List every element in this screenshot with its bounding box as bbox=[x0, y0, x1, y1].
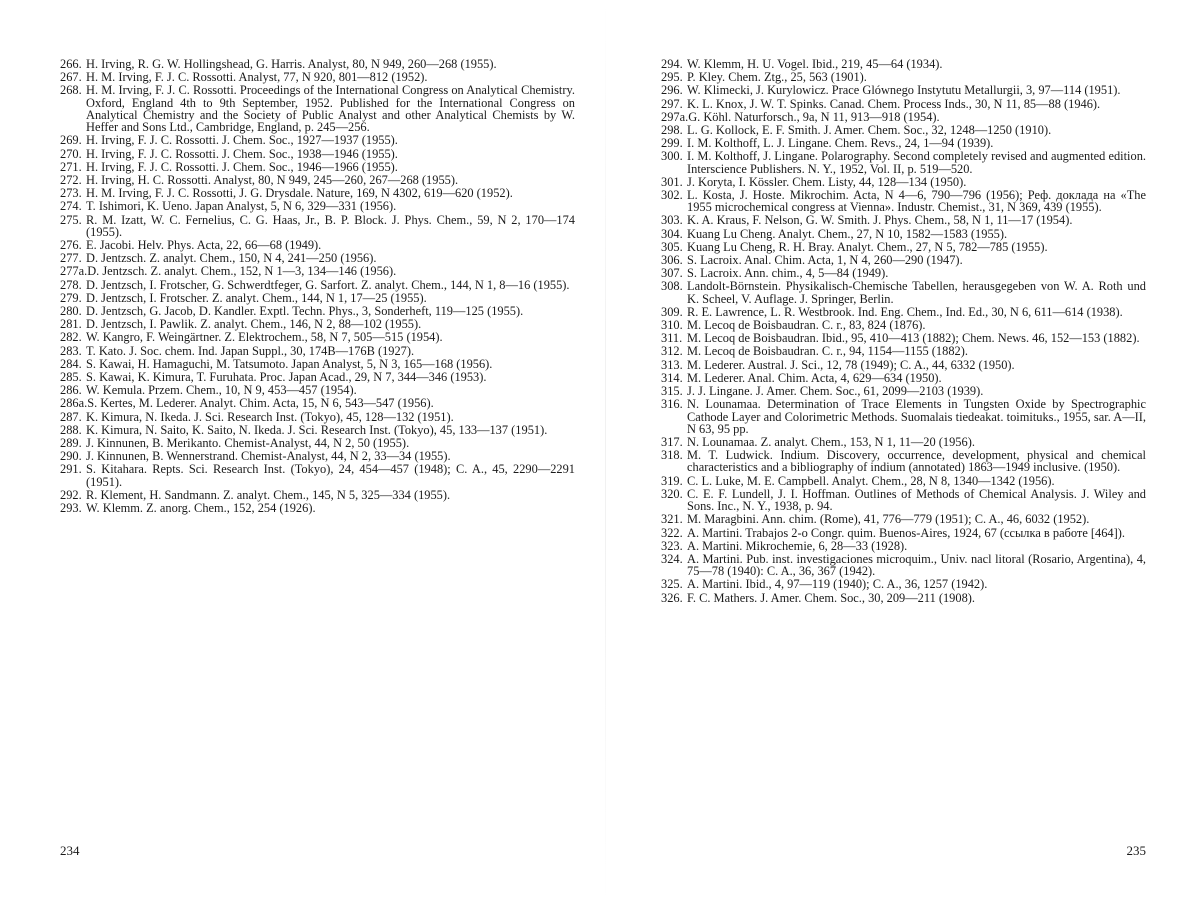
reference-number: 305. bbox=[661, 239, 683, 254]
reference-text: H. Irving, F. J. C. Rossotti. J. Chem. Soc., 1938—1946 (1955). bbox=[86, 146, 398, 161]
reference-text: K. Kimura, N. Ikeda. J. Sci. Research Inst. (Tokyo), 45, 128—132 (1951). bbox=[86, 409, 454, 424]
reference-entry bbox=[661, 84, 1146, 96]
reference-number: 283. bbox=[60, 343, 82, 358]
reference-text: W. Klemm. Z. anorg. Chem., 152, 254 (1926). bbox=[86, 500, 316, 515]
reference-entry bbox=[661, 488, 1146, 513]
reference-entry bbox=[60, 411, 575, 423]
reference-text: H. Irving, F. J. C. Rossotti. J. Chem. Soc., 1946—1966 (1955). bbox=[86, 159, 398, 174]
reference-number: 270. bbox=[60, 146, 82, 161]
reference-entry bbox=[661, 150, 1146, 175]
reference-number: 318. bbox=[661, 448, 683, 463]
reference-entry bbox=[661, 241, 1146, 253]
reference-entry bbox=[661, 71, 1146, 83]
reference-entry bbox=[661, 475, 1146, 487]
reference-number: 281. bbox=[60, 317, 82, 332]
reference-entry bbox=[60, 161, 575, 173]
reference-entry bbox=[661, 345, 1146, 357]
reference-entry bbox=[661, 319, 1146, 331]
reference-entry bbox=[661, 214, 1146, 226]
reference-entry bbox=[661, 372, 1146, 384]
reference-number: 291. bbox=[60, 462, 82, 477]
reference-entry bbox=[60, 331, 575, 343]
reference-entry bbox=[60, 239, 575, 251]
reference-number: 286. bbox=[60, 383, 82, 398]
reference-entry bbox=[661, 58, 1146, 70]
reference-text: S. Kertes, M. Lederer. Analyt. Chim. Acta, 15, N 6, 543—547 (1956). bbox=[87, 396, 434, 411]
reference-number: 294. bbox=[661, 57, 683, 71]
reference-text: F. C. Mathers. J. Amer. Chem. Soc., 30, 209—211 (1908). bbox=[687, 590, 975, 605]
reference-number: 308. bbox=[661, 279, 683, 294]
reference-number: 315. bbox=[661, 384, 683, 399]
reference-number: 317. bbox=[661, 434, 683, 449]
reference-entry bbox=[661, 306, 1146, 318]
reference-entry bbox=[60, 71, 575, 83]
reference-text: W. Kangro, F. Weingärtner. Z. Elektrochem., 58, N 7, 505—515 (1954). bbox=[86, 330, 443, 345]
reference-entry bbox=[60, 345, 575, 357]
reference-entry bbox=[661, 280, 1146, 305]
reference-text: I. M. Kolthoff, J. Lingane. Polarography. Second completely revised and augmented edition. Interscience Publishers. N. Y., 1952, Vol. II, p. 519—520. bbox=[687, 149, 1146, 176]
reference-text: H. M. Irving, F. J. C. Rossotti, J. G. Drysdale. Nature, 169, N 4302, 619—620 (1952). bbox=[86, 186, 513, 201]
reference-entry bbox=[661, 385, 1146, 397]
reference-entry bbox=[60, 463, 575, 488]
reference-number: 285. bbox=[60, 369, 82, 384]
reference-entry bbox=[60, 58, 575, 70]
reference-number: 272. bbox=[60, 173, 82, 188]
reference-number: 312. bbox=[661, 344, 683, 359]
reference-text: G. Köhl. Naturforsch., 9a, N 11, 913—918 (1954). bbox=[688, 109, 940, 124]
reference-entry bbox=[661, 189, 1146, 214]
reference-entry bbox=[60, 214, 575, 239]
reference-text: R. Klement, H. Sandmann. Z. analyt. Chem., 145, N 5, 325—334 (1955). bbox=[86, 487, 451, 502]
reference-number: 269. bbox=[60, 133, 82, 148]
reference-entry bbox=[661, 267, 1146, 279]
reference-entry bbox=[60, 200, 575, 212]
reference-number: 297a. bbox=[661, 109, 689, 124]
reference-text: J. Kinnunen, B. Merikanto. Chemist-Analyst, 44, N 2, 50 (1955). bbox=[86, 435, 410, 450]
reference-number: 307. bbox=[661, 266, 683, 281]
reference-text: T. Ishimori, K. Ueno. Japan Analyst, 5, N 6, 329—331 (1956). bbox=[86, 199, 397, 214]
reference-text: S. Kawai, H. Hamaguchi, M. Tatsumoto. Japan Analyst, 5, N 3, 165—168 (1956). bbox=[86, 356, 493, 371]
reference-entry bbox=[60, 187, 575, 199]
reference-text: Kuang Lu Cheng. Analyt. Chem., 27, N 10, 1582—1583 (1955). bbox=[687, 226, 1008, 241]
reference-number: 314. bbox=[661, 370, 683, 385]
reference-entry bbox=[60, 318, 575, 330]
reference-text: P. Kley. Chem. Ztg., 25, 563 (1901). bbox=[687, 70, 867, 85]
reference-entry bbox=[661, 98, 1146, 110]
reference-entry bbox=[60, 84, 575, 133]
reference-number: 289. bbox=[60, 435, 82, 450]
reference-number: 320. bbox=[661, 486, 683, 501]
reference-entry bbox=[60, 265, 575, 277]
reference-entry bbox=[661, 513, 1146, 525]
reference-entry bbox=[60, 489, 575, 501]
reference-number: 303. bbox=[661, 213, 683, 228]
reference-text: W. Kemula. Przem. Chem., 10, N 9, 453—457 (1954). bbox=[86, 383, 357, 398]
reference-number: 319. bbox=[661, 473, 683, 488]
reference-text: N. Lounamaa. Z. analyt. Chem., 153, N 1, 11—20 (1956). bbox=[687, 434, 975, 449]
reference-text: D. Jentzsch, I. Frotscher. Z. analyt. Chem., 144, N 1, 17—25 (1955). bbox=[86, 290, 427, 305]
reference-text: L. Kosta, J. Hoste. Mikrochim. Acta, N 4—6, 790—796 (1956); Реф. доклада на «The 1955 microchemical congress at Vienna». Industr. Chemist., 31, N 369, 439 (1955). bbox=[687, 187, 1146, 215]
page-number-left: 234 bbox=[60, 843, 80, 858]
reference-entry bbox=[60, 148, 575, 160]
reference-text: S. Kitahara. Repts. Sci. Research Inst. (Tokyo), 24, 454—457 (1948); C. A., 45, 2290—2291 (1951). bbox=[86, 462, 575, 489]
reference-number: 326. bbox=[661, 590, 683, 605]
reference-number: 274. bbox=[60, 199, 82, 214]
reference-text: E. Jacobi. Helv. Phys. Acta, 22, 66—68 (1949). bbox=[86, 238, 322, 253]
reference-text: H. Irving, R. G. W. Hollingshead, G. Harris. Analyst, 80, N 949, 260—268 (1955). bbox=[86, 57, 497, 71]
reference-entry bbox=[661, 176, 1146, 188]
reference-number: 325. bbox=[661, 577, 683, 592]
reference-entry bbox=[661, 359, 1146, 371]
reference-entry bbox=[661, 254, 1146, 266]
reference-text: L. G. Kollock, E. F. Smith. J. Amer. Chem. Soc., 32, 1248—1250 (1910). bbox=[687, 122, 1052, 137]
reference-entry bbox=[661, 449, 1146, 474]
reference-text: H. Irving, F. J. C. Rossotti. J. Chem. Soc., 1927—1937 (1955). bbox=[86, 133, 398, 148]
page-gutter bbox=[605, 0, 606, 905]
reference-text: H. Irving, H. C. Rossotti. Analyst, 80, N 949, 245—260, 267—268 (1955). bbox=[86, 173, 459, 188]
reference-number: 267. bbox=[60, 70, 82, 85]
page-number-right: 235 bbox=[1126, 843, 1146, 858]
reference-text: C. E. F. Lundell, J. I. Hoffman. Outlines of Methods of Chemical Analysis. J. Wiley and Sons. Inc., N. Y., 1938, p. 94. bbox=[687, 486, 1146, 514]
reference-number: 284. bbox=[60, 356, 82, 371]
reference-text: H. M. Irving, F. J. C. Rossotti. Proceedings of the International Congress on Analytical Chemistry. Oxford, England 4th to 9th September, 1952. Published for the International Congress on Analytical Chemistry and the Society of Public Analyst and other Analytical Chemists by W. Heffer and Sons Ltd., Cambridge, England, p. 245—256. bbox=[86, 83, 575, 135]
reference-entry bbox=[661, 540, 1146, 552]
reference-number: 313. bbox=[661, 357, 683, 372]
reference-number: 277a. bbox=[60, 264, 88, 279]
reference-entry bbox=[60, 450, 575, 462]
reference-number: 324. bbox=[661, 551, 683, 566]
reference-number: 266. bbox=[60, 57, 82, 71]
reference-text: R. M. Izatt, W. C. Fernelius, C. G. Haas, Jr., B. P. Block. J. Phys. Chem., 59, N 2, 170—174 (1955). bbox=[86, 212, 575, 239]
reference-text: S. Kawai, K. Kimura, T. Furuhata. Proc. Japan Acad., 29, N 7, 344—346 (1953). bbox=[86, 369, 487, 384]
reference-text: R. E. Lawrence, L. R. Westbrook. Ind. Eng. Chem., Ind. Ed., 30, N 6, 611—614 (1938). bbox=[687, 304, 1123, 319]
reference-number: 302. bbox=[661, 187, 683, 202]
reference-text: W. Klimecki, J. Kurylowicz. Prace Glównego Instytutu Metallurgii, 3, 97—114 (1951). bbox=[687, 83, 1121, 98]
reference-text: M. Lecoq de Boisbaudran. Ibid., 95, 410—413 (1882); Chem. News. 46, 152—153 (1882). bbox=[687, 331, 1140, 346]
reference-entry bbox=[60, 384, 575, 396]
reference-entry bbox=[60, 174, 575, 186]
reference-text: D. Jentzsch. Z. analyt. Chem., 150, N 4, 241—250 (1956). bbox=[86, 251, 377, 266]
reference-number: 286a. bbox=[60, 396, 88, 411]
reference-text: Kuang Lu Cheng, R. H. Bray. Analyt. Chem., 27, N 5, 782—785 (1955). bbox=[687, 239, 1048, 254]
reference-text: W. Klemm, H. U. Vogel. Ibid., 219, 45—64 (1934). bbox=[687, 57, 943, 71]
reference-number: 309. bbox=[661, 304, 683, 319]
reference-entry bbox=[661, 111, 1146, 123]
reference-text: D. Jentzsch, I. Pawlik. Z. analyt. Chem., 146, N 2, 88—102 (1955). bbox=[86, 317, 422, 332]
reference-text: M. Maragbini. Ann. chim. (Rome), 41, 776—779 (1951); C. A., 46, 6032 (1952). bbox=[687, 512, 1090, 527]
reference-entry bbox=[661, 332, 1146, 344]
reference-number: 279. bbox=[60, 290, 82, 305]
reference-entry bbox=[60, 424, 575, 436]
reference-number: 322. bbox=[661, 525, 683, 540]
reference-entry bbox=[60, 252, 575, 264]
reference-number: 278. bbox=[60, 277, 82, 292]
reference-number: 288. bbox=[60, 422, 82, 437]
reference-text: I. M. Kolthoff, L. J. Lingane. Chem. Revs., 24, 1—94 (1939). bbox=[687, 136, 994, 151]
reference-number: 304. bbox=[661, 226, 683, 241]
reference-text: M. Lecoq de Boisbaudran. C. r., 83, 824 (1876). bbox=[687, 318, 926, 333]
reference-text: J. Kinnunen, B. Wennerstrand. Chemist-Analyst, 44, N 2, 33—34 (1955). bbox=[86, 449, 451, 464]
reference-number: 311. bbox=[661, 331, 683, 346]
reference-number: 316. bbox=[661, 397, 683, 412]
reference-entry bbox=[661, 527, 1146, 539]
reference-text: A. Martini. Trabajos 2-o Congr. quim. Buenos-Aires, 1924, 67 (ссылка в работе [464]). bbox=[687, 525, 1125, 540]
reference-text: N. Lounamaa. Determination of Trace Elements in Tungsten Oxide by Spectrographic Cathode Layer and Colorimetric Methods. Suomalais tiedeakat. toimituks., 1955, sar. A—II, N 63, 95 pp. bbox=[687, 397, 1146, 436]
reference-text: A. Martini. Ibid., 4, 97—119 (1940); C. A., 36, 1257 (1942). bbox=[687, 577, 988, 592]
reference-entry bbox=[60, 397, 575, 409]
reference-entry bbox=[60, 134, 575, 146]
reference-number: 323. bbox=[661, 538, 683, 553]
reference-entry bbox=[60, 437, 575, 449]
reference-text: D. Jentzsch. Z. analyt. Chem., 152, N 1—3, 134—146 (1956). bbox=[87, 264, 397, 279]
reference-text: T. Kato. J. Soc. chem. Ind. Japan Suppl., 30, 174B—176B (1927). bbox=[86, 343, 415, 358]
reference-text: J. J. Lingane. J. Amer. Chem. Soc., 61, 2099—2103 (1939). bbox=[687, 384, 984, 399]
reference-text: A. Martini. Pub. inst. investigaciones microquim., Univ. nacl litoral (Rosario, Argentina), 4, 75—78 (1940): C. A., 36, 367 (1942). bbox=[687, 551, 1146, 579]
reference-text: J. Koryta, I. Kössler. Chem. Listy, 44, 128—134 (1950). bbox=[687, 174, 967, 189]
reference-entry bbox=[60, 292, 575, 304]
reference-number: 292. bbox=[60, 487, 82, 502]
reference-number: 275. bbox=[60, 212, 82, 227]
reference-number: 298. bbox=[661, 122, 683, 137]
reference-number: 297. bbox=[661, 96, 683, 111]
reference-number: 301. bbox=[661, 174, 683, 189]
reference-entry bbox=[661, 137, 1146, 149]
reference-list-left bbox=[60, 58, 575, 515]
reference-entry bbox=[661, 228, 1146, 240]
reference-number: 277. bbox=[60, 251, 82, 266]
reference-number: 268. bbox=[60, 83, 82, 98]
reference-entry bbox=[661, 124, 1146, 136]
reference-number: 321. bbox=[661, 512, 683, 527]
reference-text: M. T. Ludwick. Indium. Discovery, occurrence, development, physical and chemical characteristics and a bibliography of indium (annotated) 1863—1949 inclusive. (1950). bbox=[687, 448, 1146, 475]
reference-number: 296. bbox=[661, 83, 683, 98]
reference-number: 287. bbox=[60, 409, 82, 424]
reference-number: 271. bbox=[60, 159, 82, 174]
reference-number: 300. bbox=[661, 149, 683, 164]
reference-text: K. L. Knox, J. W. T. Spinks. Canad. Chem. Process Inds., 30, N 11, 85—88 (1946). bbox=[687, 96, 1101, 111]
reference-entry bbox=[60, 371, 575, 383]
reference-number: 280. bbox=[60, 304, 82, 318]
reference-text: A. Martini. Mikrochemie, 6, 28—33 (1928). bbox=[687, 538, 908, 553]
reference-entry bbox=[60, 279, 575, 291]
reference-entry bbox=[661, 592, 1146, 604]
reference-entry bbox=[661, 578, 1146, 590]
reference-text: M. Lederer. Anal. Chim. Acta, 4, 629—634 (1950). bbox=[687, 370, 942, 385]
reference-text: H. M. Irving, F. J. C. Rossotti. Analyst, 77, N 920, 801—812 (1952). bbox=[86, 70, 428, 85]
reference-text: S. Lacroix. Ann. chim., 4, 5—84 (1949). bbox=[687, 266, 889, 281]
reference-entry bbox=[661, 436, 1146, 448]
reference-number: 290. bbox=[60, 449, 82, 464]
reference-number: 273. bbox=[60, 186, 82, 201]
reference-entry bbox=[60, 305, 575, 317]
left-page bbox=[60, 0, 575, 905]
reference-text: K. A. Kraus, F. Nelson, G. W. Smith. J. Phys. Chem., 58, N 1, 11—17 (1954). bbox=[687, 213, 1073, 228]
reference-text: K. Kimura, N. Saito, K. Saito, N. Ikeda. J. Sci. Research Inst. (Tokyo), 45, 133—137 (1951). bbox=[86, 422, 548, 437]
reference-text: C. L. Luke, M. E. Campbell. Analyt. Chem., 28, N 8, 1340—1342 (1956). bbox=[687, 473, 1055, 488]
reference-text: D. Jentzsch, G. Jacob, D. Kandler. Exptl. Techn. Phys., 3, Sonderheft, 119—125 (1955). bbox=[86, 304, 524, 318]
reference-text: M. Lecoq de Boisbaudran. C. r., 94, 1154—1155 (1882). bbox=[687, 344, 968, 359]
reference-number: 295. bbox=[661, 70, 683, 85]
reference-text: Landolt-Börnstein. Physikalisch-Chemische Tabellen, herausgegeben von W. A. Roth und K. Scheel, V. Auflage. J. Springer, Berlin. bbox=[687, 279, 1146, 306]
reference-number: 306. bbox=[661, 253, 683, 268]
reference-text: D. Jentzsch, I. Frotscher, G. Schwerdtfeger, G. Sarfort. Z. analyt. Chem., 144, N 1, 8—16 (1955). bbox=[86, 277, 570, 292]
reference-text: M. Lederer. Austral. J. Sci., 12, 78 (1949); C. A., 44, 6332 (1950). bbox=[687, 357, 1015, 372]
reference-number: 282. bbox=[60, 330, 82, 345]
reference-list-right bbox=[661, 58, 1146, 605]
reference-entry bbox=[661, 553, 1146, 578]
reference-number: 276. bbox=[60, 238, 82, 253]
reference-number: 299. bbox=[661, 136, 683, 151]
reference-entry bbox=[661, 398, 1146, 435]
reference-entry bbox=[60, 358, 575, 370]
right-page bbox=[661, 0, 1146, 905]
reference-number: 310. bbox=[661, 318, 683, 333]
reference-text: S. Lacroix. Anal. Chim. Acta, 1, N 4, 260—290 (1947). bbox=[687, 253, 963, 268]
reference-entry bbox=[60, 502, 575, 514]
reference-number: 293. bbox=[60, 500, 82, 515]
